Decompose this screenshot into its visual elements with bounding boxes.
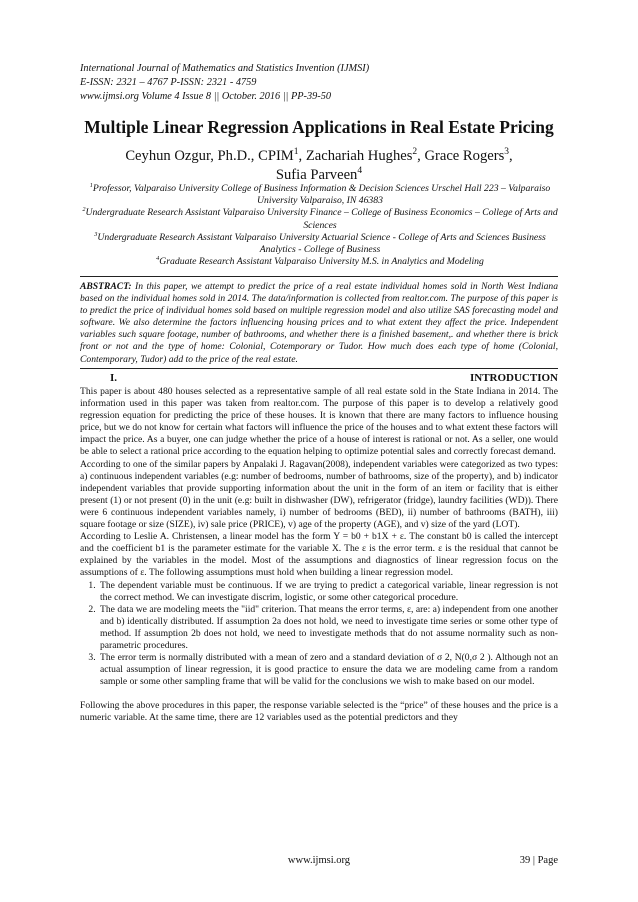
- paragraph-gap: [80, 688, 558, 700]
- affiliations: [78, 183, 562, 268]
- affiliation-1-text: Professor, Valparaiso University College of Business Information & Decision Sciences Urschel Hall 223 – Valparaiso University Valparaiso, IN 46383: [92, 183, 551, 207]
- affiliation-4-num: 4: [156, 254, 160, 262]
- abstract-bottom-rule: [80, 368, 558, 369]
- affiliation-2: [78, 207, 562, 231]
- section-number: I.: [110, 372, 118, 384]
- assumption-list: [80, 580, 558, 689]
- list-item: 1. The dependent variable must be continuous. If we are trying to predict a categorical variable, linear regression is not the correct method. We can investigate discrim, logistic, or some other categorical procedure.: [98, 580, 558, 604]
- paragraph-1: This paper is about 480 houses selected as a representative sample of all real estate sold in the State Indiana in 2014. The information used in this paper was taken from realtor.com. The purpose of this paper is to develop a relatively good regression equation for predicting the price of these houses. It is known that there are many factors to influence housing price, but we do not know for certain what factors will influence the price of the houses and to what extent these factors will impact the price. As a buyer, one can judge whether the price of a house of interest is rational or not. As a seller, one would be able to select a rational price according to the equation helping to optimize potential sales and correctly forecast demand.: [80, 386, 558, 458]
- author-3-tail: ,: [509, 148, 513, 164]
- affiliation-4-text: Graduate Research Assistant Valparaiso University M.S. in Analytics and Modeling: [159, 256, 484, 268]
- affiliation-2-text: Undergraduate Research Assistant Valparaiso University Finance – College of Business Economics – College of Arts and Sciences: [85, 207, 558, 231]
- list-item: 3. The error term is normally distributed with a mean of zero and a standard deviation of σ 2, N(0,σ 2 ). Although not an actual assumption of linear regression, it is good practice to ensure the data we are modeling came from a random sample or some other sampling frame that will be valid for the conclusions we wish to make based on our model.: [98, 652, 558, 688]
- paper-title: Multiple Linear Regression Applications in Real Estate Pricing: [84, 117, 554, 137]
- abstract-top-rule: [80, 276, 558, 277]
- journal-volume: www.ijmsi.org Volume 4 Issue 8 || October. 2016 || PP-39-50: [80, 91, 331, 102]
- footer-page-number: 39 | Page: [519, 855, 558, 866]
- author-1-sup: 1: [293, 147, 299, 158]
- author-list: [0, 147, 638, 185]
- journal-header: [80, 62, 369, 104]
- affiliation-1-num: 1: [89, 181, 93, 189]
- paragraph-3: According to Leslie A. Christensen, a linear model has the form Y = b0 + b1X + ε. The constant b0 is called the intercept and the coefficient b1 is the parameter estimate for the variable X. The ε is the error term. ε is the residual that cannot be explained by the variables in the model. Most of the assumptions and diagnostics of linear regression focus on the assumptions of ε. The following assumptions must hold when building a linear regression model.: [80, 531, 558, 579]
- footer-url: www.ijmsi.org: [287, 855, 351, 866]
- affiliation-3-num: 3: [94, 230, 98, 238]
- affiliation-2-num: 2: [82, 206, 86, 214]
- author-line-1: [0, 147, 638, 166]
- affiliation-4: [78, 256, 562, 268]
- section-title: INTRODUCTION: [469, 372, 558, 384]
- introduction-body: [80, 386, 558, 725]
- affiliation-1: [78, 183, 562, 207]
- list-item: 2. The data we are modeling meets the "iid" criterion. That means the error terms, ε, are: a) independent from one another and b) identically distributed. If assumption 2a does not hold, we need to investigate time series or some other type of method. If assumption 2b does not hold, we need to investigate methods that do not assume normality such as non-parametric procedures.: [98, 604, 558, 652]
- abstract-label: ABSTRACT:: [80, 281, 132, 292]
- author-3-sup: 3: [504, 147, 510, 158]
- abstract-text: In this paper, we attempt to predict the price of a real estate individual homes sold in North West Indiana based on the individual homes sold in 2014. The data/information is collected from realtor.com. The purpose of this paper is to predict the price of individual homes sold based on multiple regression model and also utilize SAS forecasting model and software. We also determine the factors influencing housing prices and to what extent they affect the price. Independent variables such square footage, number of bathrooms, and whether there is a finished basement,. and whether there is brick front or not and the type of home: Colonial, Cotemporary or Tudor. How much does each type of home (Colonial, Contemporary, Tudor) add to the price of the real estate.: [80, 281, 558, 365]
- affiliation-3: [78, 232, 562, 256]
- affiliation-3-text: Undergraduate Research Assistant Valparaiso University Actuarial Science - College of Arts and Sciences Business Analytics - College of Business: [97, 231, 546, 256]
- paragraph-4: Following the above procedures in this paper, the response variable selected is the “price” of these houses and the price is a numeric variable. At the same time, there are 12 variables used as the potential predictors and they: [80, 700, 558, 724]
- journal-issn: E-ISSN: 2321 – 4767 P-ISSN: 2321 - 4759: [80, 77, 257, 88]
- author-2-sup: 2: [412, 147, 418, 158]
- paragraph-2: According to one of the similar papers by Anpalaki J. Ragavan(2008), independent variables were categorized as two types: a) continuous independent variables (e.g: number of bedrooms, number of bathrooms, size of the property), and b) indicator independent variables that provide supporting information about the unit in the form of an item or facility that is either present (1) or not present (0) in the unit (e.g: built in dishwasher (DW), refrigerator (fridge), laundry facilities (WD)). There were 6 continuous independent variables namely, i) number of bedrooms (BED), ii) number of bathrooms (BATH), iii) square footage or size (SIZE), iv) sale price (PRICE), v) age of the property (AGE), and v) size of the yard (LOT).: [80, 458, 558, 531]
- author-4: Sufia Parveen: [275, 167, 358, 183]
- author-3: , Grace Rogers: [417, 148, 505, 164]
- journal-name: International Journal of Mathematics and Statistics Invention (IJMSI): [80, 63, 370, 74]
- author-4-sup: 4: [357, 166, 363, 177]
- author-1: Ceyhun Ozgur, Ph.D., CPIM: [125, 148, 294, 164]
- author-2: , Zachariah Hughes: [298, 148, 413, 164]
- abstract: [80, 281, 558, 366]
